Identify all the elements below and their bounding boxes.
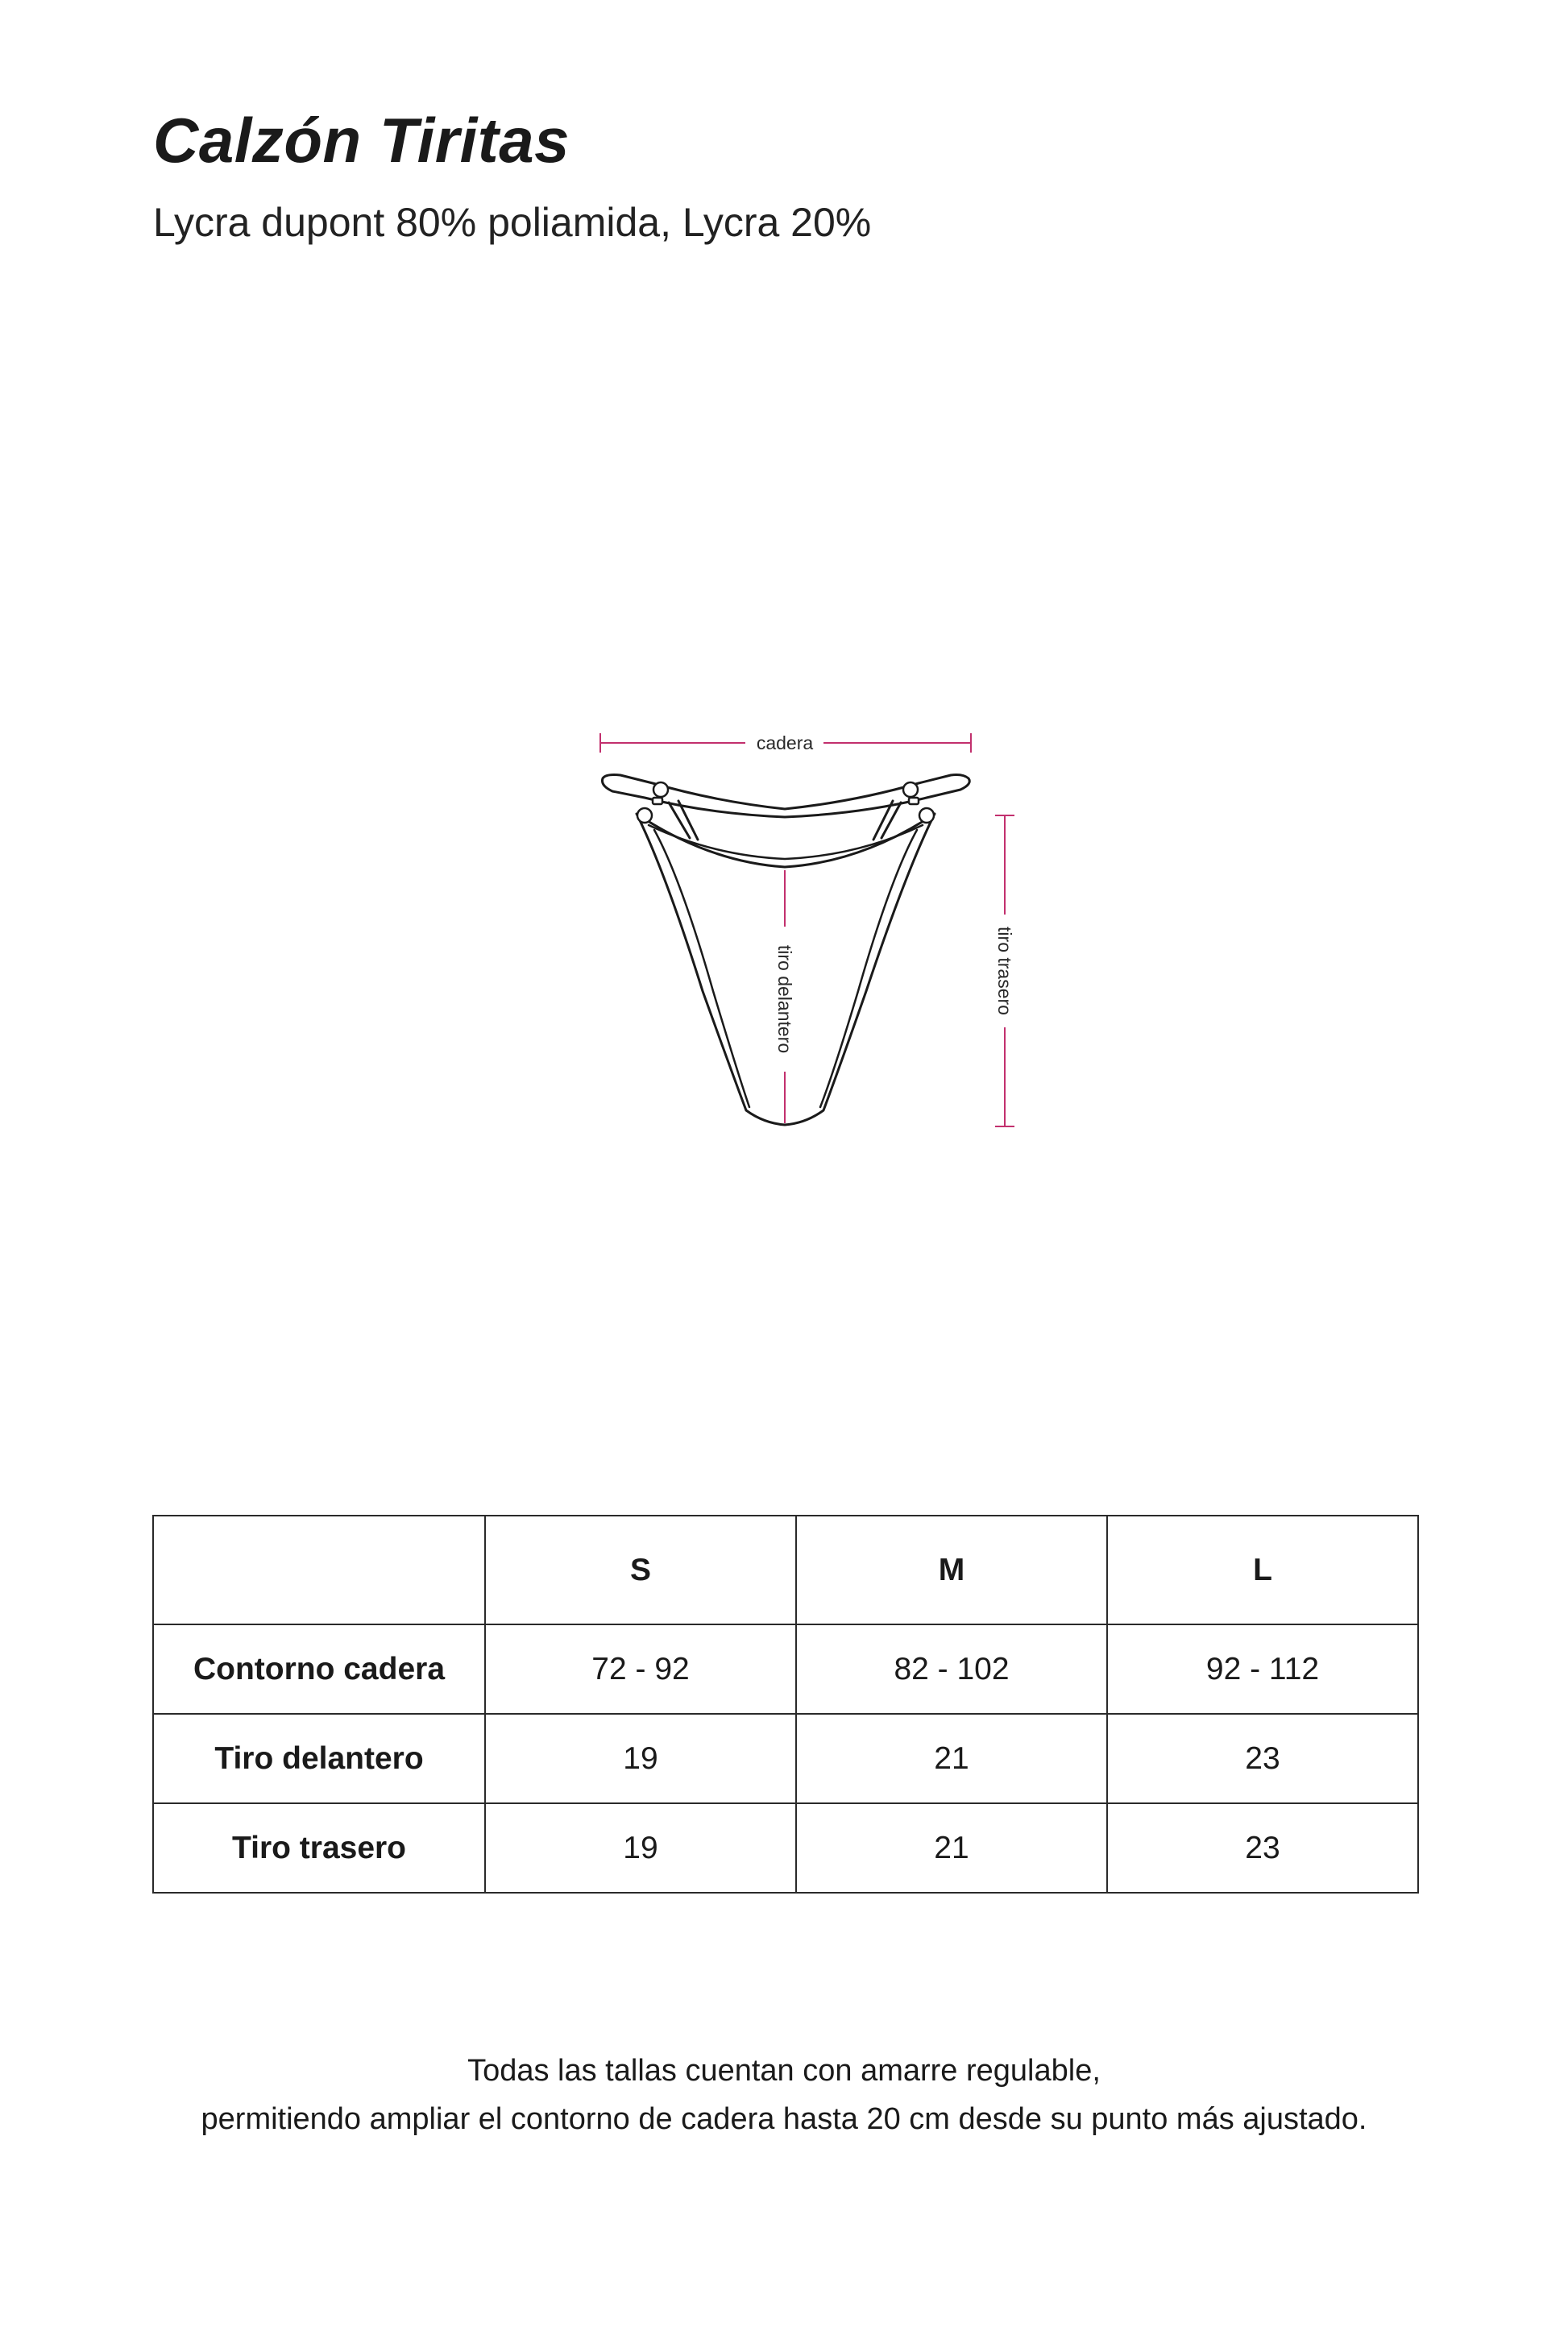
- back-rise-size-s: 19: [485, 1803, 796, 1893]
- front-rise-size-s: 19: [485, 1714, 796, 1803]
- table-row: [153, 1803, 1418, 1893]
- hip-size-l: 92 - 112: [1107, 1624, 1418, 1714]
- hip-size-m: 82 - 102: [796, 1624, 1107, 1714]
- header-empty-cell: [153, 1516, 485, 1624]
- hip-label: cadera: [756, 732, 814, 753]
- front-rise-size-m: 21: [796, 1714, 1107, 1803]
- size-l-header: L: [1107, 1516, 1418, 1624]
- size-header-row: [153, 1516, 1418, 1624]
- back-rise-size-l: 23: [1107, 1803, 1418, 1893]
- front-rise-size-l: 23: [1107, 1714, 1418, 1803]
- size-chart-table: [152, 1515, 1419, 1894]
- table-row: [153, 1714, 1418, 1803]
- back-rise-label: tiro trasero: [994, 927, 1015, 1015]
- row-label-front-rise: Tiro delantero: [153, 1714, 485, 1803]
- adjustment-note: [0, 2047, 1568, 2143]
- back-rise-size-m: 21: [796, 1803, 1107, 1893]
- product-title: Calzón Tiritas: [153, 105, 570, 176]
- table-row: [153, 1624, 1418, 1714]
- row-label-hip: Contorno cadera: [153, 1624, 485, 1714]
- size-s-header: S: [485, 1516, 796, 1624]
- front-rise-label: tiro delantero: [774, 944, 795, 1054]
- note-line-2: permitiendo ampliar el contorno de cadera hasta 20 cm desde su punto más ajustado.: [201, 2102, 1367, 2136]
- hip-size-s: 72 - 92: [485, 1624, 796, 1714]
- size-m-header: M: [796, 1516, 1107, 1624]
- note-line-1: Todas las tallas cuentan con amarre regulable,: [467, 2054, 1101, 2088]
- material-description: Lycra dupont 80% poliamida, Lycra 20%: [153, 200, 872, 245]
- row-label-back-rise: Tiro trasero: [153, 1803, 485, 1893]
